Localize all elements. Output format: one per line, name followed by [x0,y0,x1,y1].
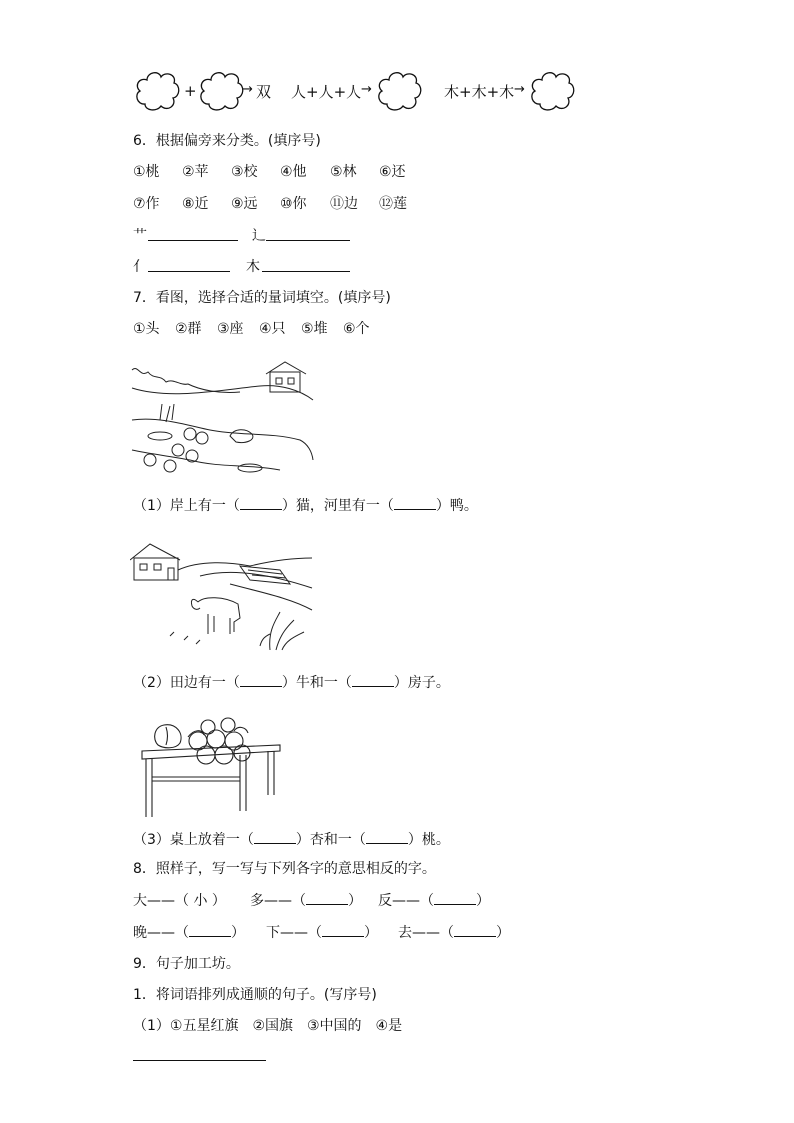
arrow-2: → [361,82,372,97]
q7-sentence-1 [133,495,478,515]
flower-blank-1 [133,70,181,112]
q6-item: ⑥还 [379,164,406,180]
q8-item-wan [133,922,245,942]
q8-close-paren: ） [496,925,510,941]
radical-zou: 辶 [252,228,266,244]
q6-title: 6．根据偏旁来分类。(填序号) [133,133,321,149]
q8-close-paren: ） [476,893,490,909]
radical-cao: 艹 [133,228,147,244]
q6-item: ③校 [231,164,258,180]
q9-title: 9．句子加工坊。 [133,956,240,972]
flower-blank-4 [528,70,576,112]
q6-item: ④他 [280,164,307,180]
q6-item: ⑨远 [231,196,258,212]
ren-expression: 人+人+人 [291,83,362,101]
q8-example: 大——（ 小 ） [133,893,226,909]
q7-s3-part-b: ）杏和一（ [295,832,366,848]
q8-close-paren: ） [348,893,362,909]
q6-item: ⑩你 [280,196,307,212]
q8-blank-qu[interactable] [454,936,496,937]
q6-item: ②苹 [182,164,209,180]
answer-line-mu[interactable] [262,271,350,272]
q8-item-label: 反——（ [378,893,434,909]
q8-item-label: 下——（ [266,925,322,941]
q7-s1-part-a: （1）岸上有一（ [133,498,240,514]
q6-item: ⑪边 [330,196,358,212]
q7-s1-blank-1[interactable] [240,509,282,510]
q7-s2-blank-2[interactable] [352,686,394,687]
arrow-1: → [242,82,253,97]
q8-item-label: 晚——（ [133,925,189,941]
q7-option: ⑥个 [343,321,370,337]
q8-close-paren: ） [231,925,245,941]
q7-option: ③座 [217,321,244,337]
q9-subtitle-1: 1．将词语排列成通顺的句子。(写序号) [133,987,377,1003]
q8-blank-wan[interactable] [189,936,231,937]
radical-ren: 亻 [133,259,147,275]
q8-blank-fan[interactable] [434,904,476,905]
q6-item: ⑫莲 [379,196,407,212]
q7-s1-part-b: ）猫，河里有一（ [281,498,394,514]
answer-line-cao[interactable] [148,240,238,241]
q7-s2-part-a: （2）田边有一（ [133,675,240,691]
q7-s2-blank-1[interactable] [240,686,282,687]
pond-ducks-cat-picture [130,360,315,480]
q7-title: 7．看图，选择合适的量词填空。(填序号) [133,290,391,306]
q7-option: ①头 [133,321,160,337]
q7-option: ⑤堆 [301,321,328,337]
flower-blank-2 [197,70,245,112]
q7-sentence-2 [133,672,450,692]
radical-mu: 木 [246,259,260,275]
mu-expression: 木+木+木 [444,83,515,101]
q7-s3-blank-2[interactable] [366,843,408,844]
arrow-3: → [514,82,525,97]
q7-option: ④只 [259,321,286,337]
answer-line-ren[interactable] [148,271,230,272]
table-fruit-picture [138,715,283,820]
q9-sentence-1: （1）①五星红旗 ②国旗 ③中国的 ④是 [133,1018,403,1034]
q7-s1-blank-2[interactable] [394,509,436,510]
q7-s3-part-c: ）桃。 [407,832,450,848]
q7-sentence-3 [133,829,450,849]
q6-item: ⑦作 [133,196,160,212]
q8-blank-xia[interactable] [322,936,364,937]
q7-s2-part-b: ）牛和一（ [281,675,352,691]
q8-item-label: 去——（ [398,925,454,941]
q7-option: ②群 [175,321,202,337]
plus-sign: + [184,82,197,100]
q8-title: 8．照样子，写一写与下列各字的意思相反的字。 [133,861,436,877]
q8-item-xia [266,922,378,942]
q6-item: ⑤林 [330,164,357,180]
q8-item-duo [250,890,362,910]
flower-blank-3 [375,70,423,112]
q8-item-fan [378,890,490,910]
q9-answer-line[interactable] [133,1060,266,1061]
q7-s2-part-c: ）房子。 [393,675,450,691]
q7-s3-blank-1[interactable] [254,843,296,844]
q8-item-label: 多——（ [250,893,306,909]
q8-close-paren: ） [364,925,378,941]
q6-item: ⑧近 [182,196,209,212]
farm-cow-house-picture [130,540,315,660]
q6-item: ①桃 [133,164,160,180]
q7-s1-part-c: ）鸭。 [435,498,478,514]
q8-blank-duo[interactable] [306,904,348,905]
q8-item-qu [398,922,510,942]
answer-line-zou[interactable] [266,240,350,241]
char-shuang: 双 [256,83,272,101]
q7-s3-part-a: （3）桌上放着一（ [133,832,254,848]
